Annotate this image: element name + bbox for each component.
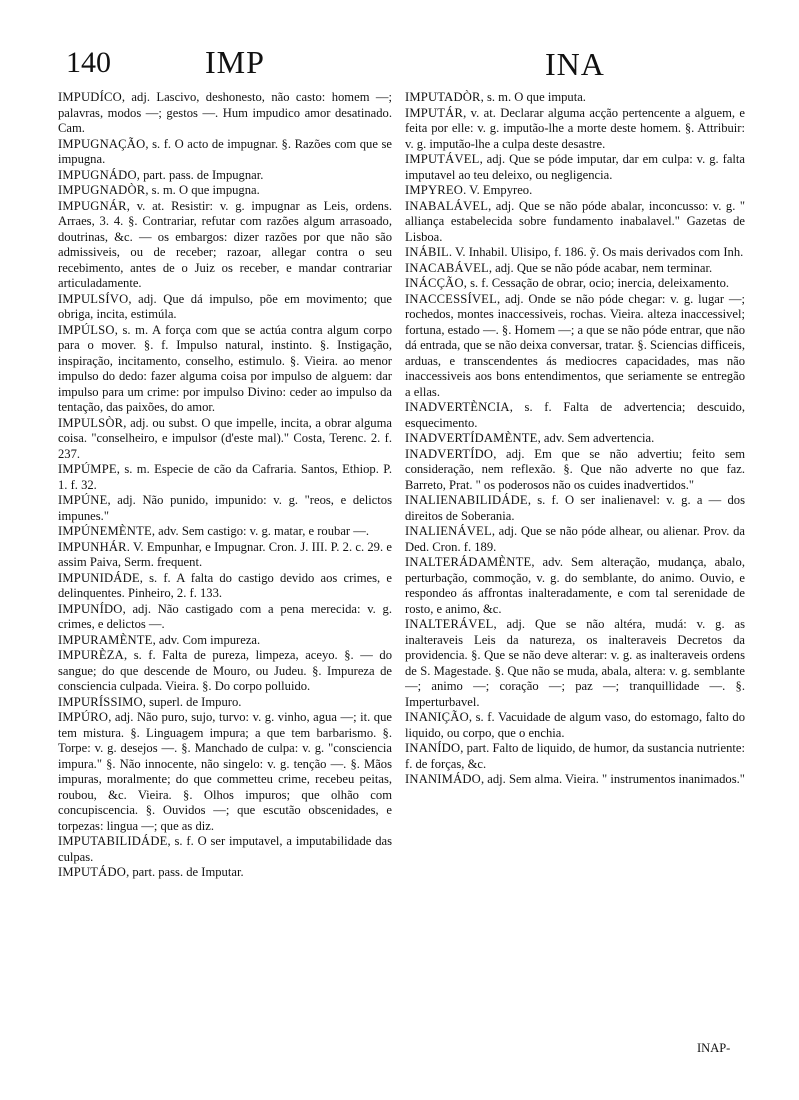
dictionary-entry <box>405 106 745 153</box>
dictionary-entry <box>405 183 745 199</box>
entry-definition: , s. m. Especie de cão da Cafraria. Santos, Ethiop. P. 1. f. 32. <box>58 462 392 492</box>
dictionary-entry <box>58 323 392 416</box>
dictionary-entry <box>405 276 745 292</box>
dictionary-entry <box>58 865 392 881</box>
entry-definition: , s. m. O que impugna. <box>145 183 260 197</box>
entry-definition: , s. f. O ser inalienavel: v. g. a — dos direitos de Soberania. <box>405 493 745 523</box>
dictionary-entry <box>405 245 745 261</box>
entry-definition: , s. f. A falta do castigo devido aos crimes, e delinquentes. Pinheiro, 2. f. 133. <box>58 570 392 600</box>
entry-definition: , s. f. O acto de impugnar. §. Razões com que se impugna. <box>58 136 392 166</box>
entry-definition: , s. f. O ser imputavel, a imputabilidade das culpas. <box>58 834 392 864</box>
dictionary-entry <box>405 555 745 617</box>
entry-definition: , part. pass. de Impugnar. <box>136 167 264 182</box>
entry-headword: INALTERÁDAMÈNTE <box>405 555 532 569</box>
entry-definition: , s. f. Falta de advertencia; descuido, esquecimento. <box>405 400 745 430</box>
entry-headword: INANIMÁDO <box>405 772 481 786</box>
entry-headword: INÁBIL <box>405 245 449 259</box>
entry-headword: IMPUNHÁR <box>58 539 127 554</box>
dictionary-entry <box>58 292 392 323</box>
entry-headword: IMPYREO <box>405 183 464 197</box>
entry-headword: IMPÚLSO <box>58 322 115 337</box>
entry-definition: , v. at. Declarar alguma acção pertencente a alguem, e feita por elle: v. g. imputão-lhe a morte deste homem. §. Attribuir: v. g. imputão-lhe a culpa deste desastre. <box>405 105 745 151</box>
dictionary-entry <box>58 462 392 493</box>
entry-headword: INACABÁVEL <box>405 260 489 275</box>
entry-headword: IMPUTABILIDÁDE <box>58 834 168 848</box>
entry-definition: , adv. Sem alteração, mudança, abalo, perturbação, commoção, v. g. do semblante, do animo. Ouvio, e respondeo ás affrontas inalteradamente, e com tal serenidade de rosto, e animo, &c. <box>405 555 745 616</box>
left-column <box>58 90 392 1080</box>
entry-headword: INADVERTÍDO <box>405 446 494 461</box>
entry-headword: IMPUTÁDO <box>58 865 127 879</box>
entry-definition: , part. Falto de liquido, de humor, da sustancia nutriente: f. de forças, &c. <box>405 741 745 771</box>
entry-headword: IMPUGNÁR <box>58 198 127 213</box>
entry-headword: IMPUTÁR <box>405 105 464 120</box>
entry-headword: INADVERTÈNCIA <box>405 400 510 414</box>
dictionary-entry <box>58 602 392 633</box>
dictionary-entry <box>405 431 745 447</box>
entry-definition: , adj. Que se não altéra, mudá: v. g. as inalteraveis Leis da natureza, os inalteraveis Decretos da providencia. §. Que se não deve alterar: v. g. as inalteraveis ordens de S. Magestade. §. Que não se muda, abala, altera: v. g. semblante —; animo —; coração —; paz —; tranquillidade —. §. Imperturbavel. <box>405 617 745 709</box>
entry-headword: INADVERTÍDAMÈNTE <box>405 431 538 445</box>
entry-definition: . V. Empyreo. <box>463 183 533 197</box>
entry-definition: , adj. Que se não póde alhear, ou alienar. Prov. da Ded. Cron. f. 189. <box>405 524 745 554</box>
entry-definition: , s. f. Vacuidade de algum vaso, do estomago, falto do liquido, ou corpo, que o enchia. <box>405 710 745 740</box>
entry-definition: . V. Inhabil. Ulisipo, f. 186. ỹ. Os mais derivados com Inh. <box>448 245 744 259</box>
entry-definition: , adv. Sem castigo: v. g. matar, e roubar —. <box>151 524 370 538</box>
dictionary-entry <box>405 199 745 246</box>
entry-definition: , adj. Que dá impulso, põe em movimento; que obriga, incita, estimúla. <box>58 291 392 321</box>
entry-headword: IMPÚNE <box>58 493 108 507</box>
entry-headword: IMPÚNEMÈNTE <box>58 524 152 538</box>
dictionary-entry <box>405 524 745 555</box>
right-column <box>405 90 745 1080</box>
dictionary-entry <box>58 710 392 834</box>
entry-definition: , s. m. O que imputa. <box>480 90 586 104</box>
entry-headword: IMPURAMÈNTE <box>58 632 153 647</box>
entry-definition: , v. at. Resistir: v. g. impugnar as Leis, ordens. Arraes, 3. 4. §. Contrariar, refutar com razões algum arrasoado, doutrinas, &c. — os embargos: dizer razões por que não são admissiveis, ou de receber; razoar, allegar contra o seu recebimento, antes de o Juiz os receber, e mandar contrariar articuladamente. <box>58 198 392 290</box>
entry-headword: IMPULSÒR <box>58 415 124 430</box>
entry-headword: IMPUNÍDO <box>58 601 123 616</box>
page-number: 140 <box>66 46 111 79</box>
dictionary-entry <box>405 400 745 431</box>
entry-headword: INÁCÇÃO <box>405 276 464 290</box>
dictionary-entry <box>58 493 392 524</box>
guide-word-left: IMP <box>205 44 265 80</box>
entry-headword: INACCESSÍVEL <box>405 291 497 306</box>
entry-definition: , adj. Lascivo, deshonesto, não casto: homem —; palavras, modos —; gestos —. Hum impudico amor desatinado. Cam. <box>58 90 392 135</box>
entry-headword: INANÍDO <box>405 741 461 755</box>
dictionary-entry <box>405 617 745 710</box>
entry-headword: IMPÚMPE <box>58 462 117 476</box>
dictionary-entry <box>405 772 745 788</box>
entry-headword: IMPUTÁVEL <box>405 152 480 166</box>
dictionary-entry <box>405 292 745 401</box>
dictionary-entry <box>58 571 392 602</box>
guide-word-right: INA <box>545 46 605 82</box>
entry-definition: , adj. Não castigado com a pena merecida: v. g. crimes, e delictos —. <box>58 601 392 631</box>
dictionary-entry <box>405 90 745 106</box>
entry-definition: , adj. Sem alma. Vieira. " instrumentos inanimados." <box>480 772 745 786</box>
dictionary-entry <box>58 633 392 649</box>
entry-headword: IMPÚRO <box>58 710 109 724</box>
dictionary-entry <box>58 168 392 184</box>
dictionary-entry <box>58 540 392 571</box>
dictionary-entry <box>58 137 392 168</box>
entry-definition: , adj. Não puro, sujo, turvo: v. g. vinho, agua —; it. que tem mistura. §. Linguagem impura; a que tem barbarismo. §. Torpe: v. g. desejos —. §. Manchado de culpa: v. g. "consciencia impura." §. Não innocente, não singelo: v. g. tenção —. §. Mãos impuras, moralmente; do que commetteu crime, recebeu peitas, roubou, &c. Vieira. §. Olhos impuros; que olhão com concupiscencia. §. Ouvidos —; que escutão obscenidades, e torpezas: lingua —; que as diz. <box>58 710 392 833</box>
entry-headword: IMPUGNADÒR <box>58 183 146 197</box>
entry-definition: , adj. Não punido, impunido: v. g. "reos, e delictos impunes." <box>58 493 392 523</box>
entry-definition: , adj. ou subst. O que impelle, incita, a obrar alguma coisa. "conselheiro, e impulsor (d'este mal)." Costa, Terenc. 2. f. 237. <box>58 415 392 461</box>
entry-headword: INALIENÁVEL <box>405 524 492 538</box>
entry-definition: , adv. Sem advertencia. <box>537 431 655 445</box>
dictionary-entry <box>58 183 392 199</box>
entry-definition: , adj. Onde se não póde chegar: v. g. lugar —; rochedos, montes inaccessiveis, rochas. Vieira. alteza inaccessivel; fortuna, estado —. §. Homem —; a que se não póde entrar, que não dá entrada, que se não deixa conversar, tratar. §. Sciencias difficeis, arduas, e transcendentes ás mediocres capacidades, mas não inaccessiveis aos bons entendimentos, que seriamente se entregão a ellas. <box>405 291 745 399</box>
dictionary-entry <box>58 834 392 865</box>
entry-definition: , adj. Que se póde imputar, dar em culpa: v. g. falta imputavel ao teu deleixo, ou negligencia. <box>405 152 745 182</box>
dictionary-entry <box>58 416 392 463</box>
dictionary-entry <box>405 261 745 277</box>
entry-definition: , part. pass. de Imputar. <box>126 865 244 879</box>
dictionary-entry <box>405 447 745 494</box>
dictionary-entry <box>58 199 392 292</box>
dictionary-entry <box>58 648 392 695</box>
entry-headword: INABALÁVEL <box>405 198 489 213</box>
dictionary-entry <box>58 90 392 137</box>
entry-headword: IMPUDÍCO <box>58 90 122 104</box>
entry-definition: , adj. Em que se não advertiu; feito sem consideração, nem reflexão. §. Que não adverte no que faz. Barreto, Prat. " os poderosos não os cuides inadvertidos." <box>405 446 745 492</box>
entry-headword: IMPUGNÁDO <box>58 167 137 182</box>
dictionary-entry <box>58 524 392 540</box>
entry-headword: IMPURÍSSIMO <box>58 694 143 709</box>
entry-headword: IMPULSÍVO <box>58 291 129 306</box>
entry-headword: IMPURÈZA <box>58 648 124 662</box>
dictionary-entry <box>405 741 745 772</box>
entry-headword: INALTERÁVEL <box>405 617 494 631</box>
dictionary-entry <box>405 710 745 741</box>
entry-headword: IMPUNIDÁDE <box>58 570 140 585</box>
entry-definition: , s. f. Falta de pureza, limpeza, aceyo. §. — do sangue; do que descende de Mouro, ou Judeu. §. Impureza de consciencia culpada. Vieira. §. Do corpo polluido. <box>58 648 392 693</box>
entry-definition: , adj. Que se não póde abalar, inconcusso: v. g. " alliança estabelecida sobre fundamento inabalavel." Gazetas de Lisboa. <box>405 198 745 244</box>
catchword: INAP- <box>697 1041 731 1055</box>
dictionary-entry <box>58 695 392 711</box>
entry-definition: , adv. Com impureza. <box>152 632 261 647</box>
entry-headword: INALIENABILIDÁDE <box>405 493 528 507</box>
entry-headword: IMPUTADÒR <box>405 90 481 104</box>
entry-headword: IMPUGNAÇÃO <box>58 136 146 151</box>
dictionary-entry <box>405 152 745 183</box>
entry-definition: , s. f. Cessação de obrar, ocio; inercia, deleixamento. <box>463 276 730 290</box>
entry-definition: , adj. Que se não póde acabar, nem terminar. <box>488 260 713 275</box>
entry-headword: INANIÇÃO <box>405 710 469 724</box>
entry-definition: , superl. de Impuro. <box>142 694 242 709</box>
page-header <box>0 0 799 90</box>
entry-definition: , s. m. A força com que se actúa contra algum corpo para o mover. §. f. Impulso natural, instinto. §. Instigação, inspiração, incitamento, conselho, estimulo. §. Vieira. ao menor impulso do dedo: fazer alguma coisa por impulso de alguem: dar impulso para um crime: por impulso Divino: ceder ao impulso da tentação, das paixões, do amor. <box>58 322 392 414</box>
dictionary-entry <box>405 493 745 524</box>
entry-definition: . V. Empunhar, e Impugnar. Cron. J. III. P. 2. c. 29. e assim Paiva, Serm. frequent. <box>58 539 392 569</box>
